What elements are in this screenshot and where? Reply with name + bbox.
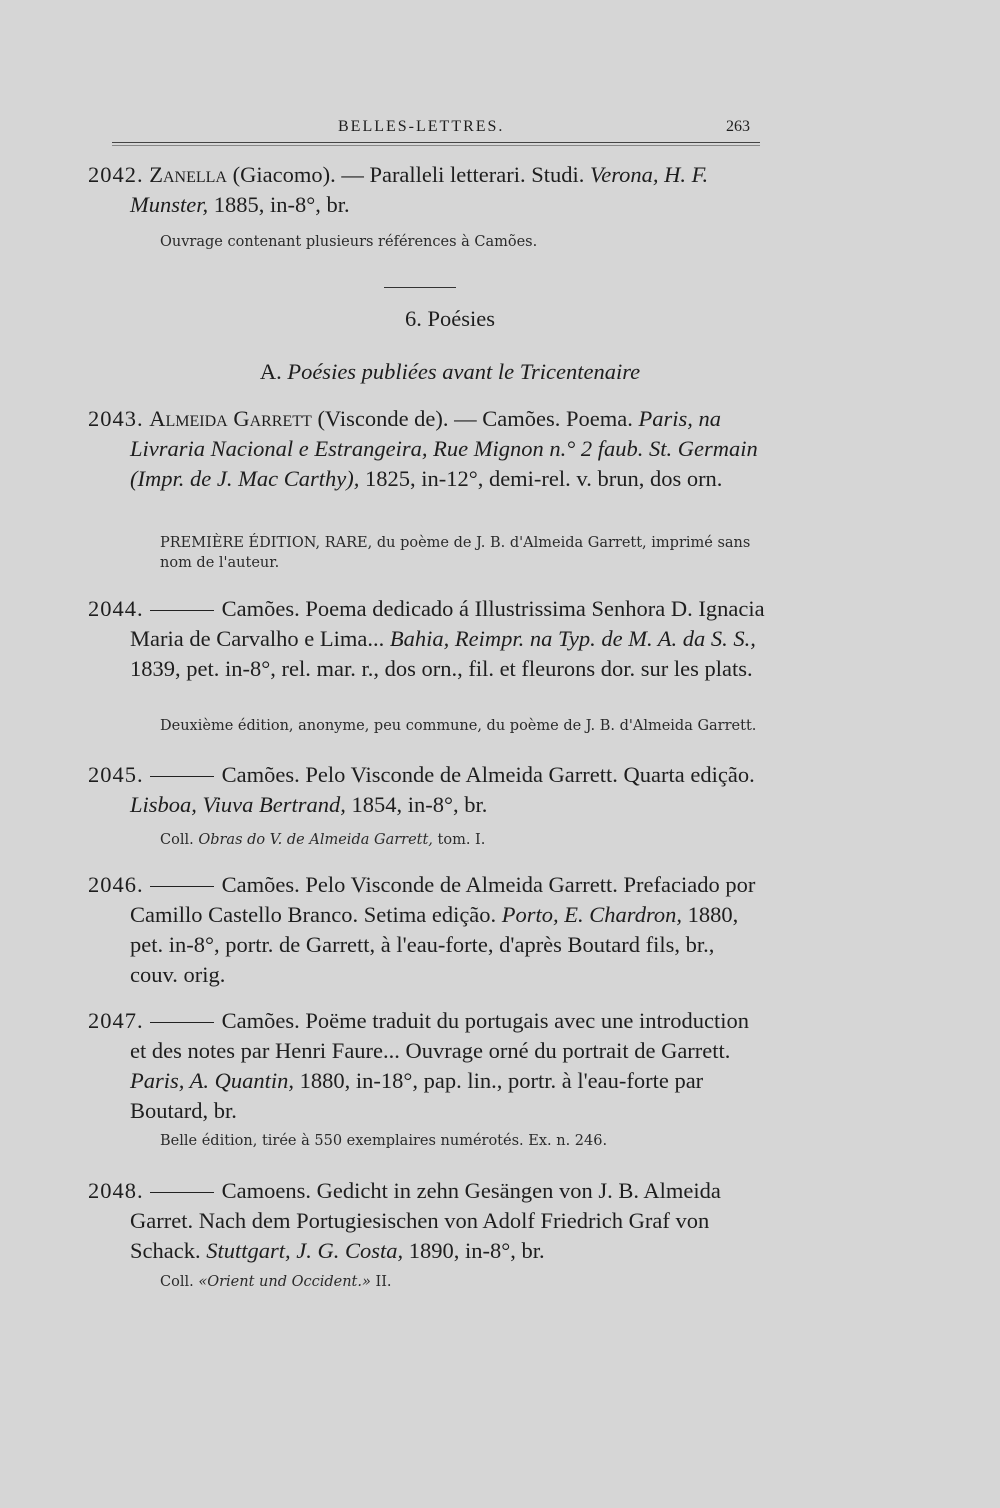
entry-tail: 1880, in-18°, pap. lin., portr. à l'eau-forte par Boutard, br. (130, 1068, 704, 1123)
note-prefix: Coll. (160, 832, 199, 848)
entry-number: 2043. (88, 406, 144, 431)
section-heading: 6. Poésies (405, 306, 495, 331)
entry-title: Camões. Pelo Visconde de Almeida Garrett. Quarta edição. (221, 762, 755, 787)
entry-note (160, 1272, 766, 1292)
entry-2044 (88, 594, 766, 684)
page-number: 263 (726, 118, 750, 135)
entry-imprint: Porto, E. Chardron, (501, 902, 683, 927)
ditto-dash (150, 886, 214, 887)
entry-tail: 1839, pet. in-8°, rel. mar. r., dos orn., fil. et fleurons dor. sur les plats. (130, 656, 753, 681)
entry-author: Almeida Garrett (149, 406, 312, 431)
entry-number: 2047. (88, 1008, 144, 1033)
note-series: Obras do V. de Almeida Garrett, (198, 832, 433, 848)
entry-tail: 1880, pet. in-8°, portr. de Garrett, à l'eau-forte, d'après Boutard fils, br., couv. orig. (130, 902, 739, 987)
entry-imprint: Stuttgart, J. G. Costa, (206, 1238, 404, 1263)
subsection-letter: A. (259, 359, 288, 384)
note-prefix: Coll. (160, 1274, 199, 1290)
entry-note: PREMIÈRE ÉDITION, RARE, du poème de J. B. d'Almeida Garrett, imprimé sans nom de l'auteur. (160, 535, 751, 571)
entry-title: Camões. Pelo Visconde de Almeida Garrett. Prefaciado por Camillo Castello Branco. Setima edição. (130, 872, 756, 927)
entry-tail: 1885, in-8°, br. (208, 192, 350, 217)
running-title: BELLES-LETTRES. (338, 118, 505, 135)
entry-title: Camoens. Gedicht in zehn Gesängen von J. B. Almeida Garret. Nach dem Portugiesischen von Adolf Friedrich Graf von Schack. (130, 1178, 721, 1263)
entry-2043 (88, 404, 766, 494)
entry-imprint: Verona, H. F. Munster, (130, 162, 709, 217)
subsection-heading: Poésies publiées avant le Tricentenaire (287, 359, 641, 384)
entry-number: 2045. (88, 762, 144, 787)
entry-number: 2046. (88, 872, 144, 897)
entry-2047 (88, 1006, 766, 1126)
ditto-dash (150, 776, 214, 777)
entry-tail: 1825, in-12°, demi-rel. v. brun, dos orn. (359, 466, 723, 491)
entry-title: Camões. Poëme traduit du portugais avec une introduction et des notes par Henri Faure... Ouvrage orné du portrait de Garrett. (130, 1008, 750, 1063)
ditto-dash (150, 1192, 214, 1193)
entry-2048 (88, 1176, 766, 1266)
entry-title: Camões. Poema dedicado á Illustrissima Senhora D. Ignacia Maria de Carvalho e Lima... (130, 596, 765, 651)
section-title (0, 306, 900, 332)
entry-note (160, 830, 766, 850)
entry-imprint: Bahia, Reimpr. na Typ. de M. A. da S. S., (389, 626, 756, 651)
ditto-dash (150, 1022, 214, 1023)
entry-2042 (88, 160, 766, 220)
entry-title: (Visconde de). — Camões. Poema. (311, 406, 639, 431)
entry-note: Ouvrage contenant plusieurs références à Camões. (160, 234, 538, 250)
entry-title: (Giacomo). — Paralleli letterari. Studi. (226, 162, 591, 187)
entry-number: 2044. (88, 596, 144, 621)
entry-2046 (88, 870, 766, 990)
entry-tail: 1854, in-8°, br. (345, 792, 488, 817)
running-head (112, 118, 764, 142)
entry-note: Belle édition, tirée à 550 exemplaires numérotés. Ex. n. 246. (160, 1133, 608, 1149)
entry-note: Deuxième édition, anonyme, peu commune, du poème de J. B. d'Almeida Garrett. (160, 718, 757, 734)
subsection-title (0, 359, 900, 385)
entry-author: Zanella (149, 162, 227, 187)
entry-imprint: Lisboa, Viuva Bertrand, (130, 792, 346, 817)
entry-2045 (88, 760, 766, 820)
entry-number: 2042. (88, 162, 144, 187)
section-rule (384, 287, 456, 288)
note-series: «Orient und Occident.» (198, 1274, 371, 1290)
note-suffix: II. (370, 1274, 392, 1290)
entry-imprint: Paris, A. Quantin, (130, 1068, 294, 1093)
entry-number: 2048. (88, 1178, 144, 1203)
header-rule (112, 142, 760, 146)
entry-imprint: Paris, na Livraria Nacional e Estrangeira, Rue Mignon n.° 2 faub. St. Germain (Impr. de J. Mac Carthy), (130, 406, 758, 491)
entry-tail: 1890, in-8°, br. (403, 1238, 545, 1263)
note-suffix: tom. I. (432, 832, 486, 848)
ditto-dash (150, 610, 214, 611)
